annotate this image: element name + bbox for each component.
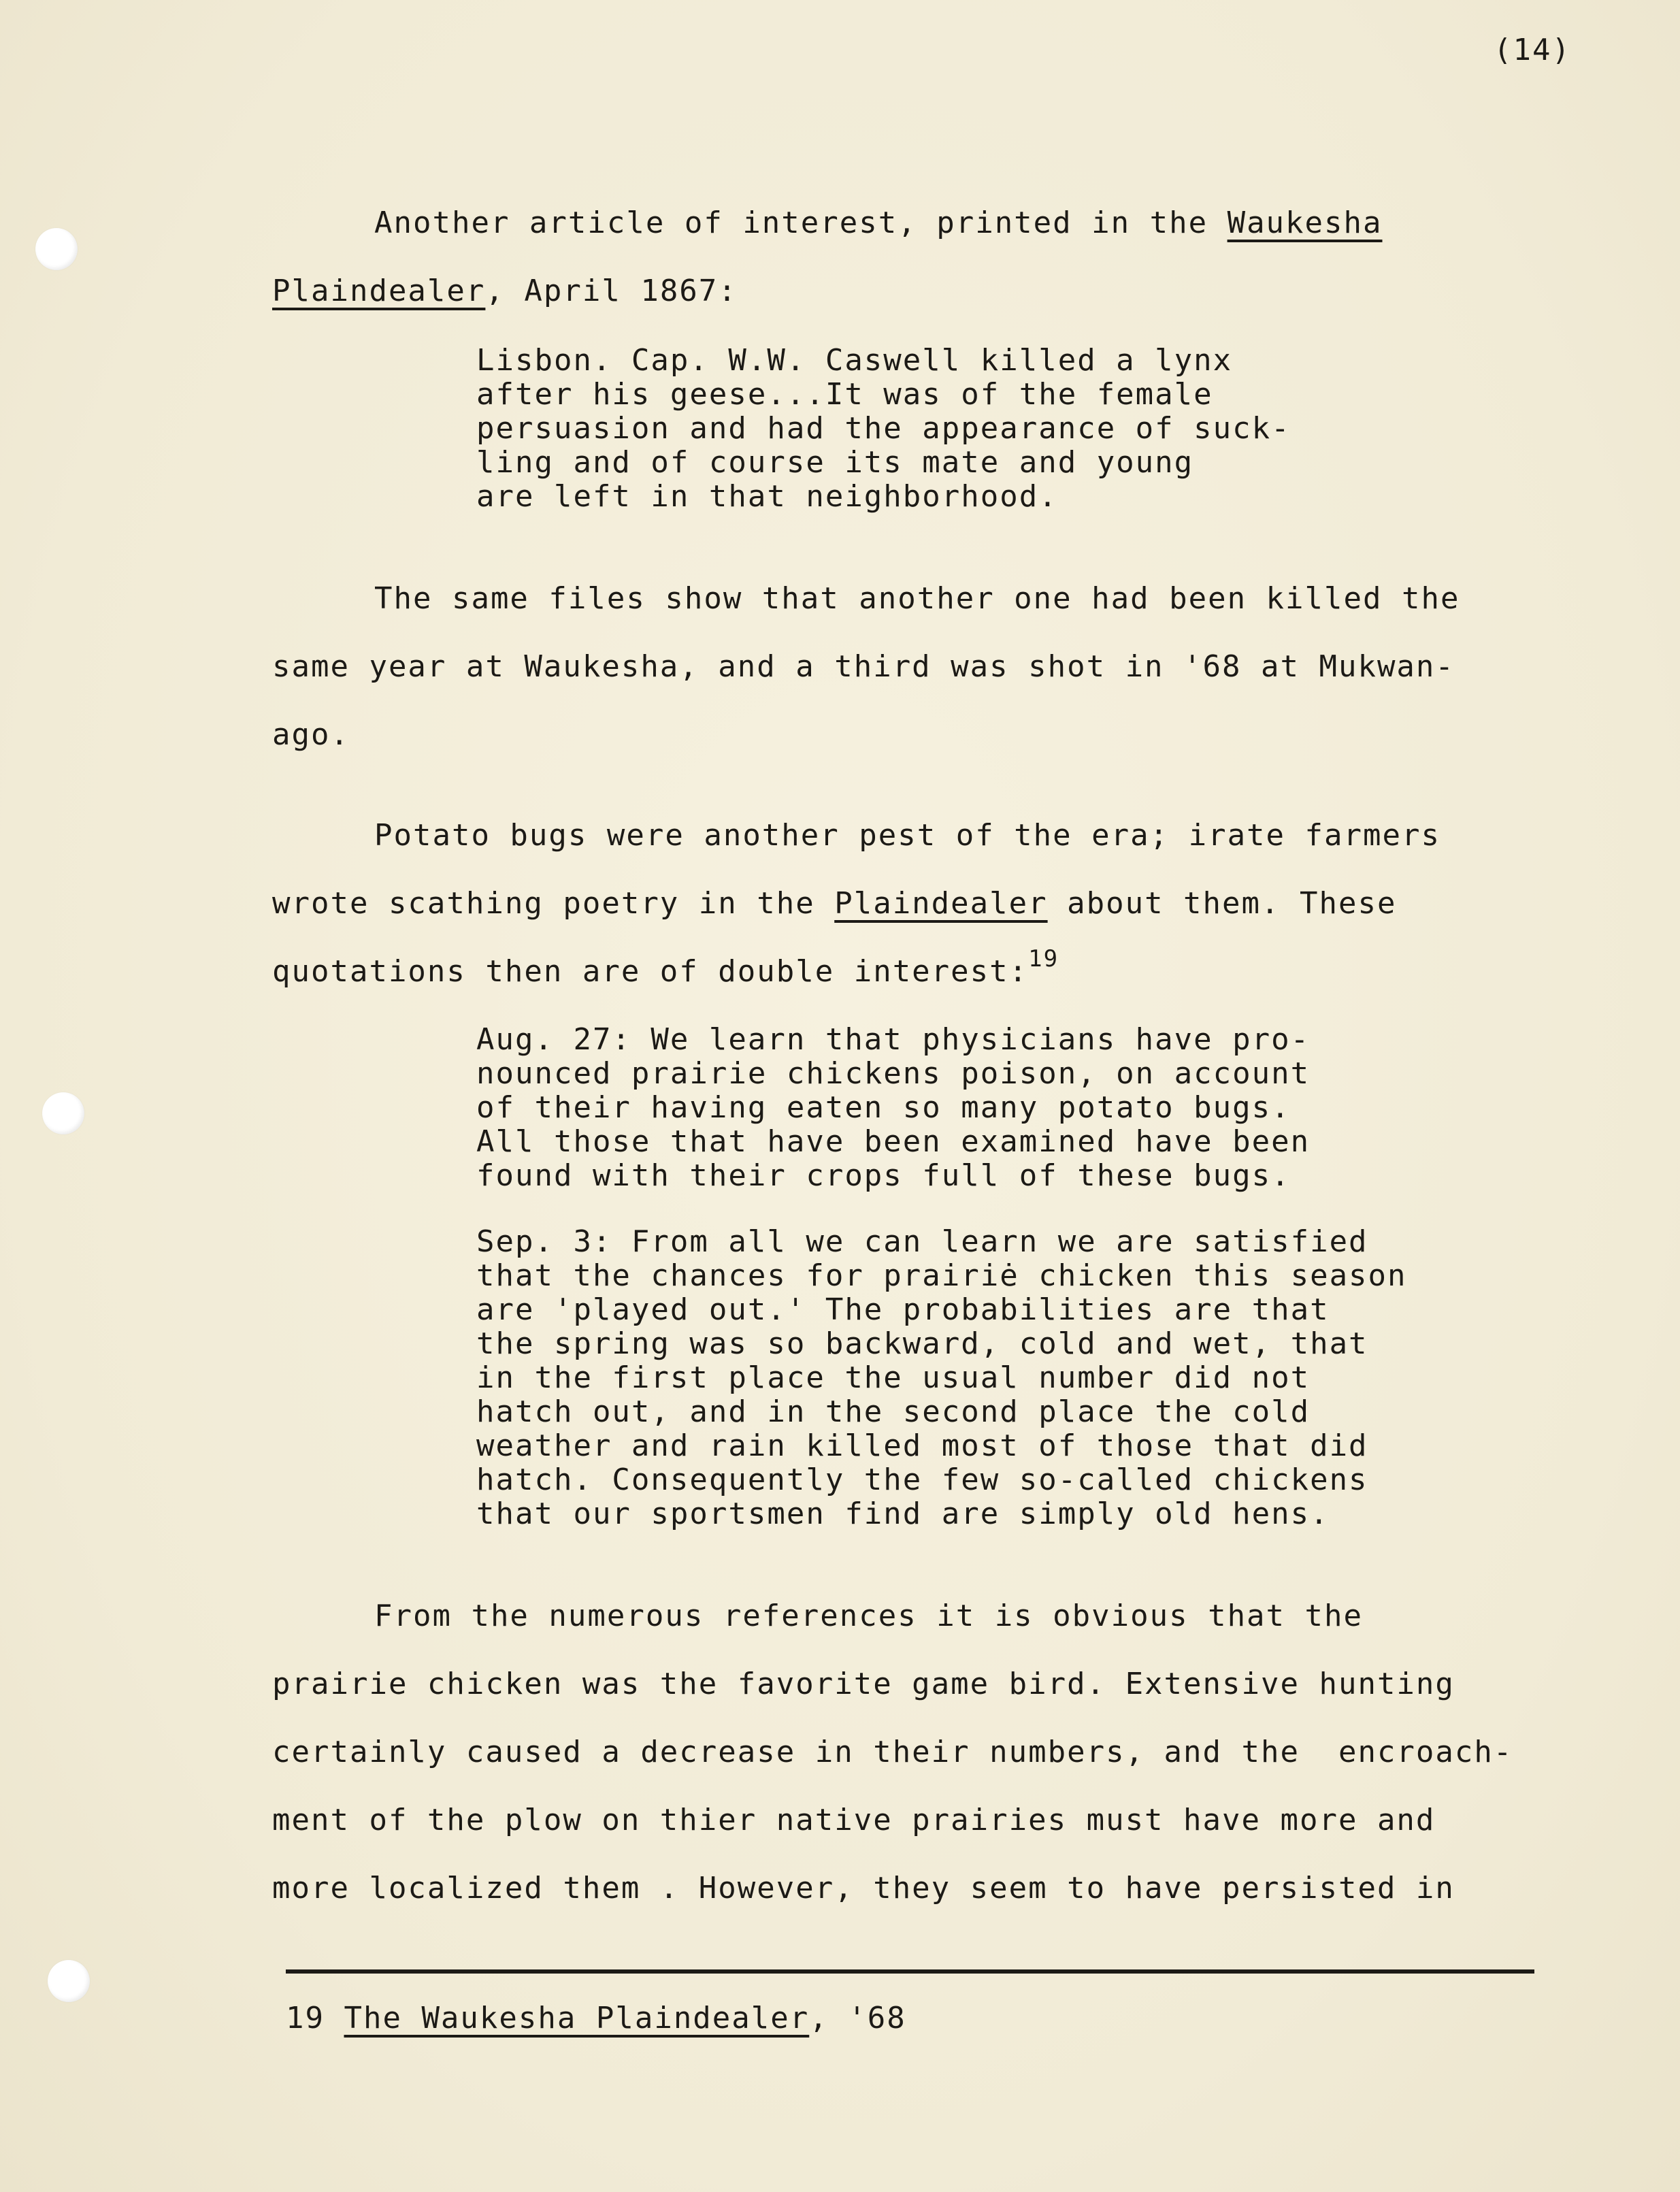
footnote xyxy=(286,2001,906,2035)
paragraph-line: ago. xyxy=(272,717,350,752)
text-run: , '68 xyxy=(809,2001,906,2035)
quote-line: the spring was so backward, cold and wet, that xyxy=(476,1326,1368,1361)
quote-line: Lisbon. Cap. W.W. Caswell killed a lynx xyxy=(476,343,1233,378)
newspaper-title: The Waukesha Plaindealer xyxy=(344,2001,810,2035)
paragraph-potato-bugs xyxy=(272,802,1585,1006)
paragraph-line: prairie chicken was the favorite game bird. Extensive hunting xyxy=(272,1667,1455,1701)
binder-hole-middle xyxy=(42,1092,84,1134)
text-run: Another article of interest, printed in the xyxy=(374,206,1228,240)
quote-line: All those that have been examined have been xyxy=(476,1124,1311,1159)
text-run: quotations then are of double interest: xyxy=(272,954,1029,989)
text-run: , April 1867: xyxy=(485,274,738,308)
quote-line: after his geese...It was of the female xyxy=(476,377,1213,412)
footnote-divider xyxy=(286,1969,1534,1974)
binder-hole-bottom xyxy=(48,1960,90,2002)
quote-aug-27 xyxy=(476,1023,1497,1193)
page-number: (14) xyxy=(1494,33,1571,67)
quote-line: are 'played out.' The probabilities are that xyxy=(476,1292,1330,1327)
quote-sep-3 xyxy=(476,1225,1497,1531)
quote-line: Sep. 3: From all we can learn we are satisfied xyxy=(476,1224,1368,1259)
quote-line: hatch. Consequently the few so-called chickens xyxy=(476,1462,1368,1497)
binder-hole-top xyxy=(35,228,78,270)
quote-line: of their having eaten so many potato bugs. xyxy=(476,1090,1291,1125)
quote-line: ling and of course its mate and young xyxy=(476,445,1194,480)
quote-line: that the chances for prairiė chicken this season xyxy=(476,1258,1407,1293)
newspaper-title: Waukesha xyxy=(1227,206,1383,240)
quote-line: weather and rain killed most of those that did xyxy=(476,1428,1368,1463)
quote-line: in the first place the usual number did not xyxy=(476,1360,1311,1395)
quote-line: persuasion and had the appearance of suck- xyxy=(476,411,1291,446)
paragraph-line xyxy=(272,938,1585,1006)
quote-line: are left in that neighborhood. xyxy=(476,479,1058,514)
paragraph-line: ment of the plow on thier native prairies must have more and xyxy=(272,1803,1436,1837)
footnote-number: 19 xyxy=(286,2001,325,2035)
paragraph-line: certainly caused a decrease in their numbers, and the encroach- xyxy=(272,1735,1513,1769)
paragraph-line xyxy=(272,189,1585,257)
quote-line: found with their crops full of these bugs. xyxy=(476,1158,1291,1193)
quote-line: Aug. 27: We learn that physicians have pro- xyxy=(476,1022,1311,1057)
footnote-reference: 19 xyxy=(1028,945,1059,972)
paragraph-intro xyxy=(272,189,1585,325)
paragraph-favorite-game-bird xyxy=(272,1582,1585,1923)
newspaper-title: Plaindealer xyxy=(834,886,1048,921)
paragraph-line: The same files show that another one had been killed the xyxy=(374,581,1460,616)
quote-line: hatch out, and in the second place the cold xyxy=(476,1394,1311,1429)
newspaper-title: Plaindealer xyxy=(272,274,486,308)
quote-line: that our sportsmen find are simply old hens. xyxy=(476,1496,1330,1531)
paragraph-line: more localized them . However, they seem to have persisted in xyxy=(272,1871,1455,1905)
paragraph-line xyxy=(272,257,1585,325)
text-run: about them. These xyxy=(1047,886,1397,921)
paragraph-line: From the numerous references it is obvious that the xyxy=(374,1599,1364,1633)
paragraph-line: same year at Waukesha, and a third was shot in '68 at Mukwan- xyxy=(272,649,1455,684)
paragraph-line xyxy=(272,870,1585,938)
paragraph-same-files xyxy=(272,565,1585,769)
quote-lynx xyxy=(476,344,1497,514)
quote-line: nounced prairie chickens poison, on account xyxy=(476,1056,1311,1091)
paragraph-line: Potato bugs were another pest of the era; irate farmers xyxy=(374,818,1440,853)
text-run: wrote scathing poetry in the xyxy=(272,886,835,921)
